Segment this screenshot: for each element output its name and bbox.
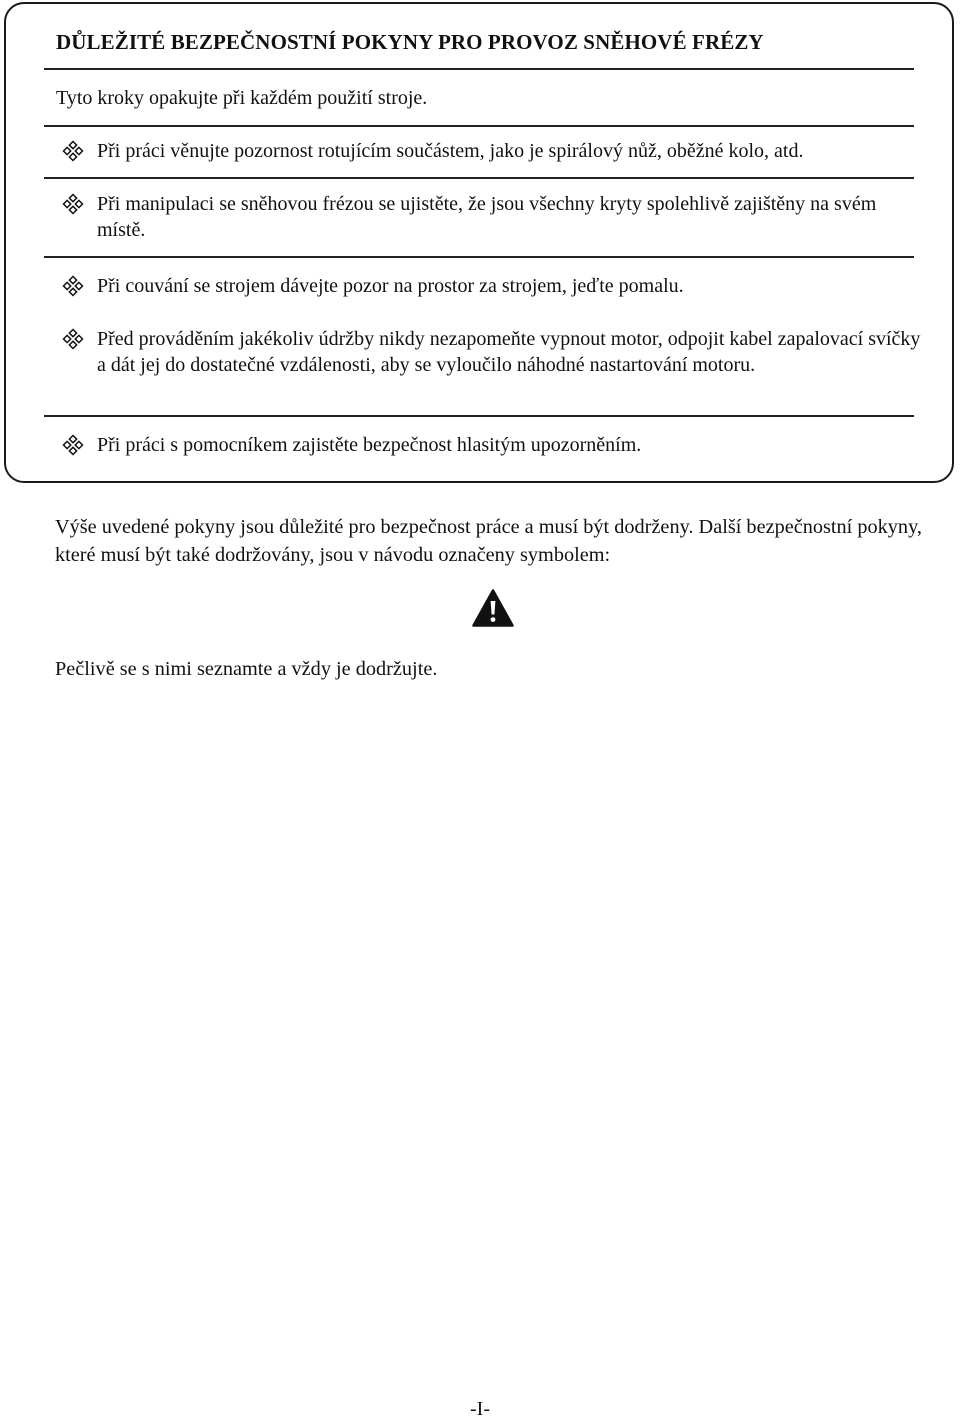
four-diamond-bullet-icon (62, 140, 84, 162)
four-diamond-bullet-icon (62, 328, 84, 350)
safety-item-text: Před prováděním jakékoliv údržby nikdy nezapomeňte vypnout motor, odpojit kabel zapalovací svíčky a dát jej do dostatečné vzdálenosti, aby se vyloučilo náhodné nastartování motoru. (97, 328, 921, 376)
safety-item-text: Při couvání se strojem dávejte pozor na prostor za strojem, jeďte pomalu. (97, 275, 684, 297)
safety-intro: Tyto kroky opakujte při každém použití stroje. (56, 87, 428, 109)
safety-item-text: Při manipulaci se sněhovou frézou se ujistěte, že jsou všechny kryty spolehlivě zajištěny na svém místě. (97, 193, 877, 241)
divider (44, 68, 914, 70)
divider (44, 256, 914, 258)
divider (44, 125, 914, 127)
closing-sentence: Pečlivě se s nimi seznamte a vždy je dodržujte. (55, 658, 438, 680)
divider (44, 415, 914, 417)
divider (44, 177, 914, 179)
four-diamond-bullet-icon (62, 434, 84, 456)
four-diamond-bullet-icon (62, 193, 84, 215)
body-paragraph: Výše uvedené pokyny jsou důležité pro bezpečnost práce a musí být dodrženy. Další bezpečnostní pokyny, které musí být také dodržovány, jsou v návodu označeny symbolem: (55, 516, 922, 566)
four-diamond-bullet-icon (62, 275, 84, 297)
safety-item-text: Při práci věnujte pozornost rotujícím součástem, jako je spirálový nůž, oběžné kolo, atd. (97, 140, 804, 162)
safety-item-text: Při práci s pomocníkem zajistěte bezpečnost hlasitým upozorněním. (97, 434, 642, 456)
page-number: -I- (470, 1398, 490, 1420)
warning-triangle-icon (472, 589, 514, 627)
safety-box-title: DŮLEŽITÉ BEZPEČNOSTNÍ POKYNY PRO PROVOZ SNĚHOVÉ FRÉZY (56, 30, 764, 54)
